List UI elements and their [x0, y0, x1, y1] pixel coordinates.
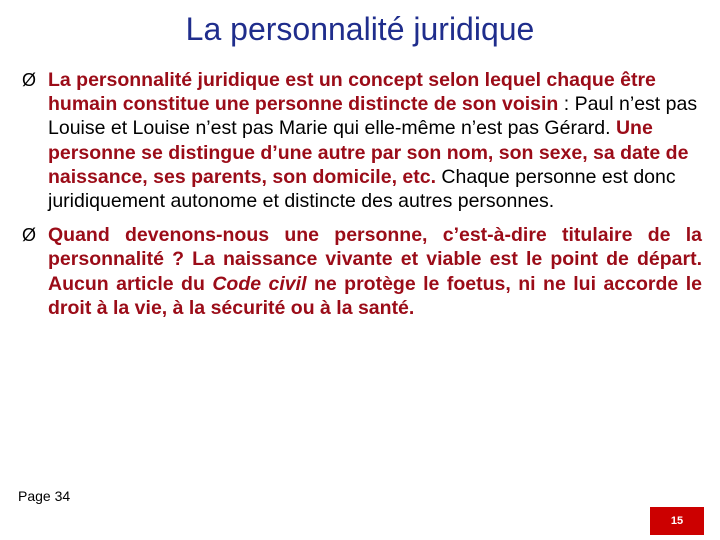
text-birth-question: Quand devenons-nous une personne, c’est-à-dire titulaire de la personnalité ? La naissance vivante et viable est le point de départ. Aucun article du — [48, 224, 702, 295]
slide-number-badge: 15 — [650, 507, 704, 535]
slide-title: La personnalité juridique — [185, 11, 535, 47]
page-reference: Page 34 — [18, 488, 71, 504]
text-autonomy: Chaque personne est donc juridiquement autonome et distincte des autres personnes. — [48, 165, 676, 213]
text-foetus: ne protège le foetus, ni ne lui accorde le droit à la vie, à la sécurité ou à la santé. — [48, 272, 702, 319]
bullet-text — [48, 68, 702, 213]
arrow-bullet-icon: Ø — [22, 225, 37, 246]
arrow-bullet-icon: Ø — [22, 70, 37, 90]
emphasis-distinction: Une personne se distingue d’une autre par son nom, son sexe, sa date de naissance, ses parents, son domicile, etc. — [48, 117, 689, 188]
emphasis-concept: La personnalité juridique est un concept selon lequel chaque être humain constitue une personne distincte de son voisin — [48, 69, 656, 116]
bullet-item-personality-concept — [22, 68, 702, 213]
bullet-text — [48, 223, 702, 320]
text-code-civil: Code civil — [212, 272, 307, 295]
text-examples: : Paul n’est pas Louise et Louise n’est pas Marie qui elle-même n’est pas Gérard. — [48, 93, 698, 140]
bullet-list — [22, 68, 702, 330]
bullet-item-becoming-person — [22, 223, 702, 320]
